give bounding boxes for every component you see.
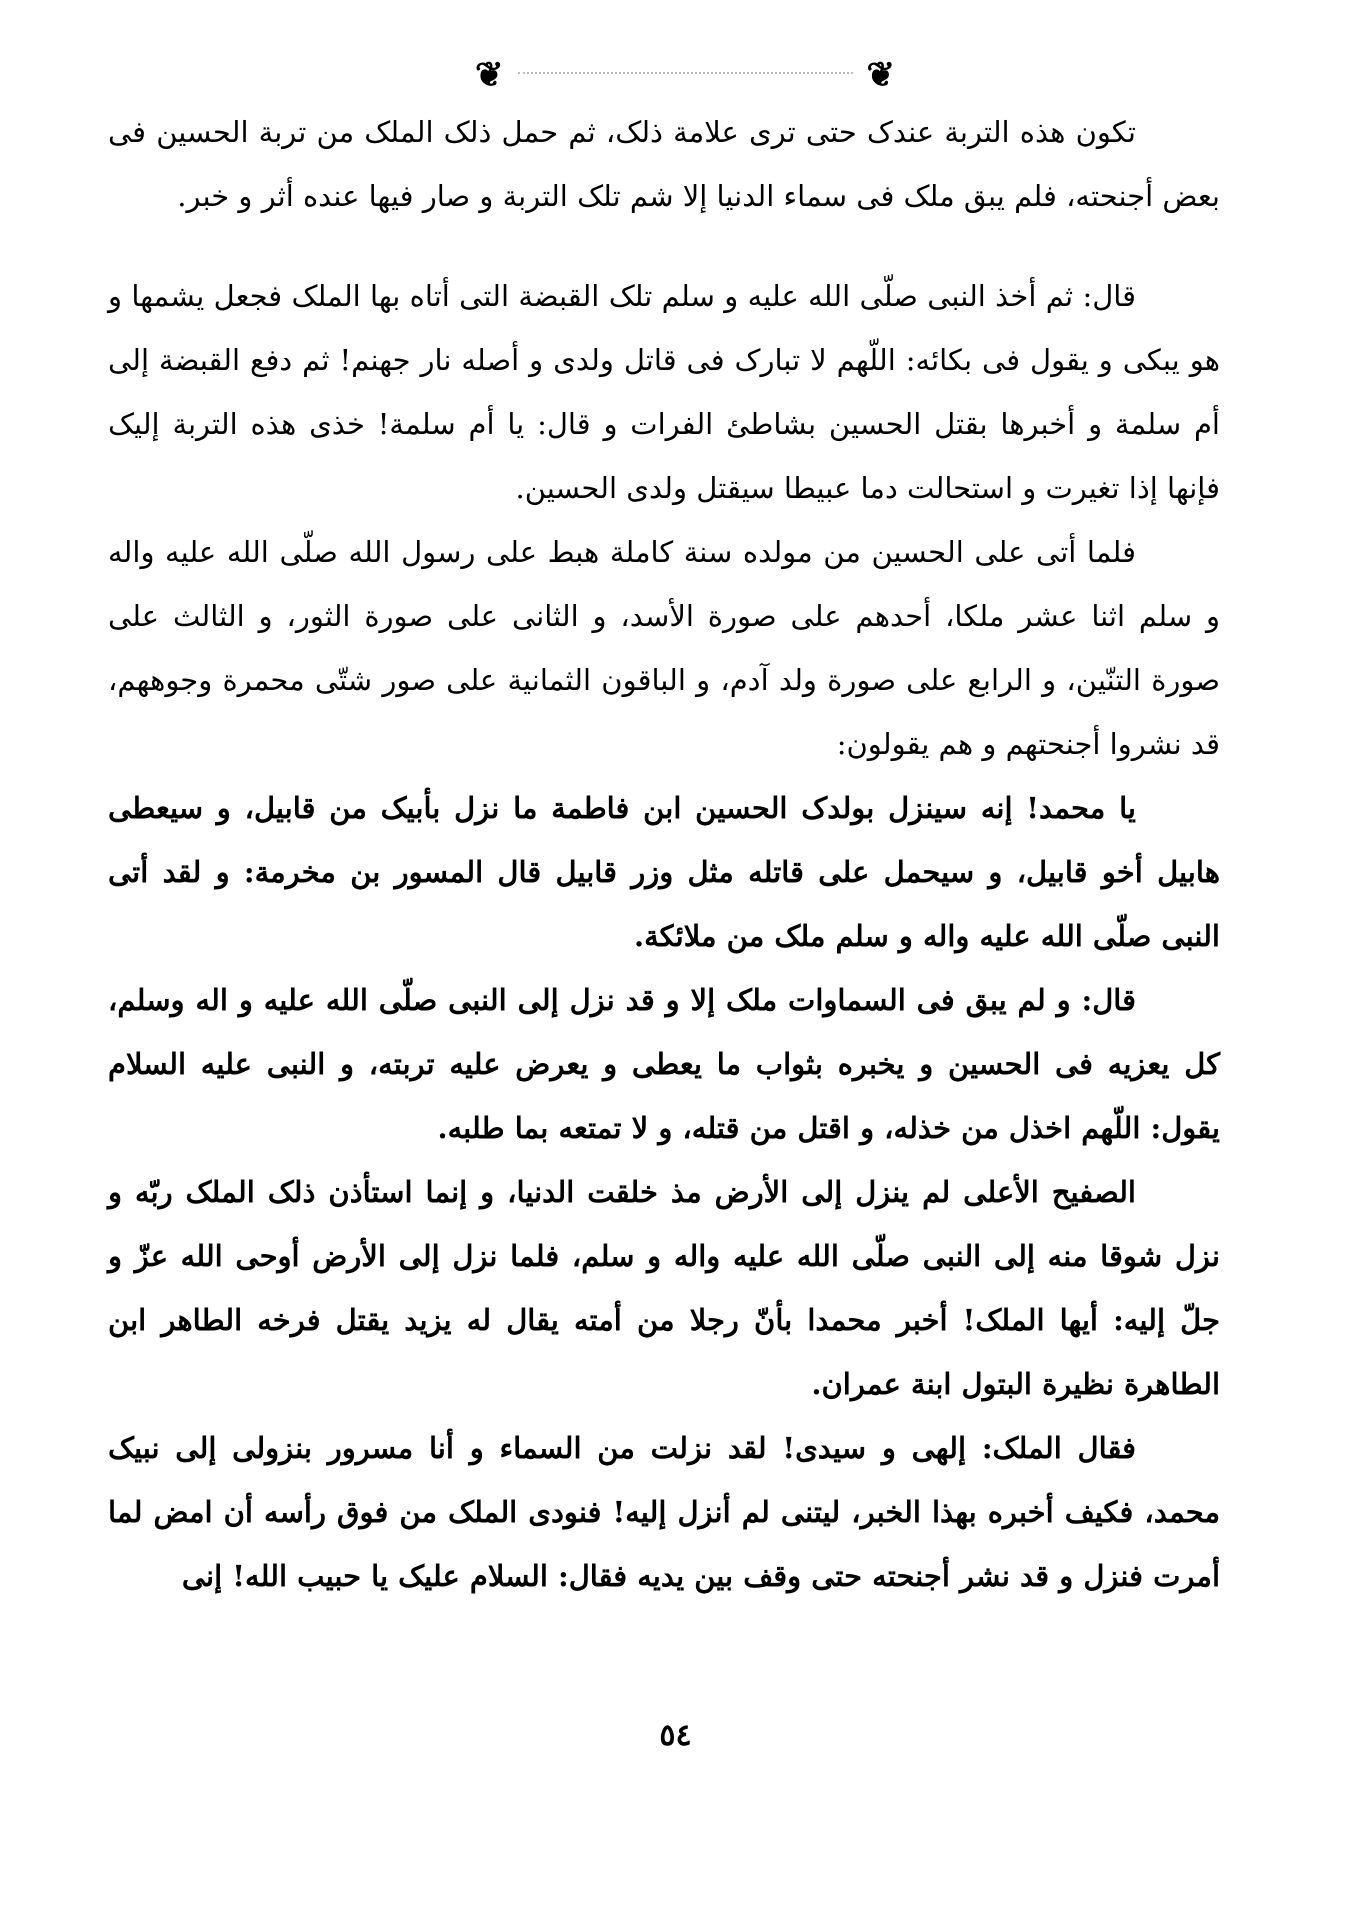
- paragraph-4: یا محمد! إنه سینزل بولدک الحسین ابن فاطمة ما نزل بأبیک من قابیل، و سیعطی هابیل أخو قابیل، و سیحمل علی قاتله مثل وزر قابیل قال المسور بن مخرمة: و لقد أتی النبی صلّی الله علیه واله و سلم ملک من ملائکة.: [108, 791, 1220, 953]
- paragraph-7: فقال الملک: إلهی و سیدی! لقد نزلت من السماء و أنا مسرور بنزولی إلی نبیک محمد، فکیف أخبره بهذا الخبر، لیتنی لم أنزل إلیه! فنودی الملک من فوق رأسه أن امض لما أمرت فنزل و قد نشر أجنحته حتی وقف بین یدیه فقال: السلام علیک یا حبیب الله! إنی: [108, 1431, 1220, 1593]
- faded-header-text: [518, 72, 853, 78]
- ornament-left-icon: ❦: [475, 55, 504, 95]
- paragraph-3: فلما أتی علی الحسین من مولده سنة کاملة هبط علی رسول الله صلّی الله علیه واله و سلم اثنا عشر ملکا، أحدهم علی صورة الأسد، و الثانی علی صورة الثور، و الثالث علی صورة التنّین، و الرابع علی صورة ولد آدم، و الباقون الثمانیة علی صور شتّی محمرة وجوههم، قد نشروا أجنحتهم و هم یقولون:: [108, 535, 1220, 761]
- running-header: [475, 50, 895, 100]
- ornament-right-icon: ❦: [866, 55, 895, 95]
- paragraph-6: الصفیح الأعلی لم ینزل إلی الأرض مذ خلقت الدنیا، و إنما استأذن ذلک الملک ربّه و نزل شوقا منه إلی النبی صلّی الله علیه واله و سلم، فلما نزل إلی الأرض أوحی الله عزّ و جلّ إلیه: أیها الملک! أخبر محمدا بأنّ رجلا من أمته یقال له یزید یقتل فرخه الطاهر ابن الطاهرة نظیرة البتول ابنة عمران.: [108, 1175, 1220, 1401]
- paragraph-2: قال: ثم أخذ النبی صلّی الله علیه و سلم تلک القبضة التی أتاه بها الملک فجعل یشمها و هو یبکی و یقول فی بکائه: اللّهم لا تبارک فی قاتل ولدی و أصله نار جهنم! ثم دفع القبضة إلی أم سلمة و أخبرها بقتل الحسین بشاطئ الفرات و قال: یا أم سلمة! خذی هذه التربة إلیک فإنها إذا تغیرت و استحالت دما عبیطا سیقتل ولدی الحسین.: [108, 279, 1220, 505]
- paragraph-5: قال: و لم یبق فی السماوات ملک إلا و قد نزل إلی النبی صلّی الله علیه و اله وسلم، کل یعزیه فی الحسین و یخبره بثواب ما یعطی و یعرض علیه تربته، و النبی علیه السلام یقول: اللّهم اخذل من خذله، و اقتل من قتله، و لا تمتعه بما طلبه.: [108, 983, 1220, 1145]
- paragraph-1: تكون هذه التربة عندک حتی تری علامة ذلک، ثم حمل ذلک الملک من تربة الحسین فی بعض أجنحته، فلم یبق ملک فی سماء الدنیا إلا شم تلک التربة و صار فیها عنده أثر و خبر.: [108, 115, 1220, 213]
- body-text: [108, 100, 1220, 1608]
- page-number: ٥٤: [659, 1718, 692, 1753]
